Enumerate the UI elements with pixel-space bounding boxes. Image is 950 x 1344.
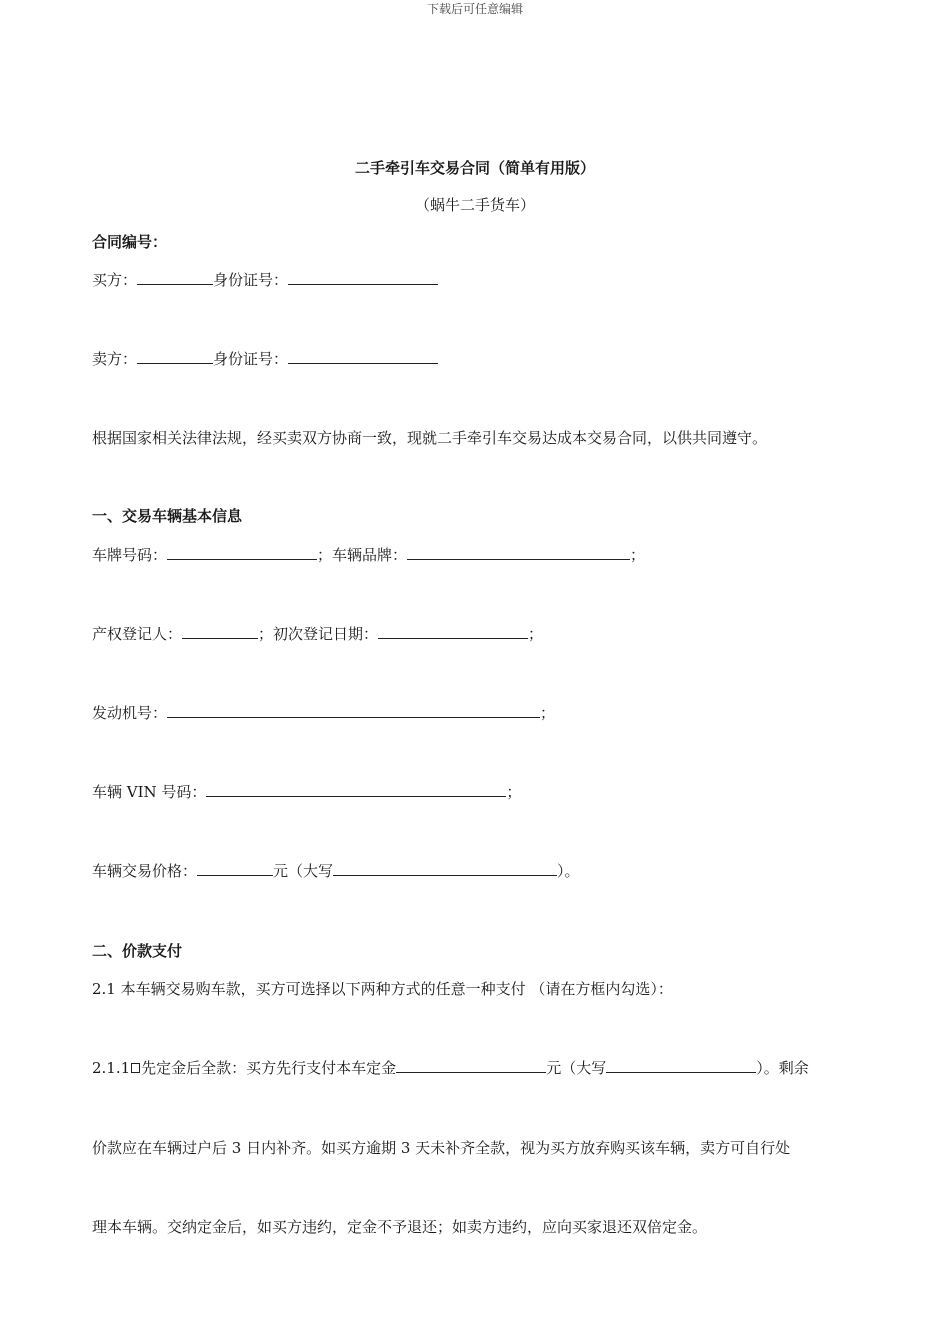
plate-brand-end: ； bbox=[630, 546, 646, 564]
option-checkbox[interactable] bbox=[131, 1063, 140, 1073]
seller-id-blank[interactable] bbox=[288, 349, 438, 364]
buyer-line bbox=[92, 270, 438, 290]
buyer-name-blank[interactable] bbox=[137, 270, 213, 285]
owner-date-end: ； bbox=[528, 625, 544, 643]
contract-number-label: 合同编号： bbox=[92, 233, 168, 251]
vin-label: 车辆 VIN 号码： bbox=[92, 783, 207, 801]
clause-2-1: 2.1 本车辆交易购车款，买方可选择以下两种方式的任意一种支付 （请在方框内勾选）： bbox=[92, 980, 673, 998]
seller-id-label: 身份证号： bbox=[213, 350, 289, 368]
preamble: 根据国家相关法律法规，经买卖双方协商一致，现就二手牵引车交易达成本交易合同，以供共同遵守。 bbox=[92, 429, 768, 447]
section2-heading: 二、价款支付 bbox=[92, 942, 183, 960]
seller-name-blank[interactable] bbox=[137, 349, 213, 364]
price-words-blank[interactable] bbox=[333, 861, 557, 876]
vin-blank[interactable] bbox=[206, 782, 506, 797]
buyer-label: 买方： bbox=[92, 271, 138, 289]
owner-label: 产权登记人： bbox=[92, 625, 183, 643]
seller-line bbox=[92, 349, 438, 369]
owner-date-line bbox=[92, 624, 543, 644]
clause-2-1-1-text-b: 元（大写 bbox=[546, 1059, 607, 1077]
clause-2-1-1-line2: 价款应在车辆过户后 3 日内补齐。如买方逾期 3 天未补齐全款，视为买方放弃购买该车辆，卖方可自行处 bbox=[92, 1139, 791, 1157]
brand-blank[interactable] bbox=[407, 545, 630, 560]
clause-2-1-1-number: 2.1.1 bbox=[92, 1059, 131, 1077]
plate-label: 车牌号码： bbox=[92, 546, 168, 564]
first-reg-label: ；初次登记日期： bbox=[258, 625, 379, 643]
document-subtitle: （蜗牛二手货车） bbox=[414, 196, 535, 214]
clause-2-1-1-line3: 理本车辆。交纳定金后，如买方违约，定金不予退还；如卖方违约，应向买家退还双倍定金。 bbox=[92, 1218, 708, 1236]
price-line bbox=[92, 861, 580, 881]
header-note: 下载后可任意编辑 bbox=[426, 2, 523, 16]
deposit-words-blank[interactable] bbox=[606, 1058, 756, 1073]
engine-blank[interactable] bbox=[167, 703, 540, 718]
vin-line bbox=[92, 782, 521, 802]
engine-label: 发动机号： bbox=[92, 704, 168, 722]
price-label: 车辆交易价格： bbox=[92, 862, 198, 880]
plate-blank[interactable] bbox=[167, 545, 317, 560]
clause-2-1-1-line1 bbox=[92, 1058, 809, 1078]
document-title: 二手牵引车交易合同（简单有用版） bbox=[354, 159, 595, 177]
price-unit: 元（大写 bbox=[273, 862, 334, 880]
engine-line bbox=[92, 703, 555, 723]
buyer-id-blank[interactable] bbox=[288, 270, 438, 285]
section1-heading: 一、交易车辆基本信息 bbox=[92, 507, 243, 525]
deposit-blank[interactable] bbox=[396, 1058, 546, 1073]
owner-blank[interactable] bbox=[182, 624, 258, 639]
seller-label: 卖方： bbox=[92, 350, 138, 368]
engine-end: ； bbox=[540, 704, 556, 722]
clause-2-1-1-text-a: 先定金后全款：买方先行支付本车定金 bbox=[141, 1059, 397, 1077]
buyer-id-label: 身份证号： bbox=[213, 271, 289, 289]
price-close: ）。 bbox=[557, 862, 580, 880]
price-blank[interactable] bbox=[197, 861, 273, 876]
plate-brand-line bbox=[92, 545, 645, 565]
vin-end: ； bbox=[506, 783, 522, 801]
brand-label: ；车辆品牌： bbox=[317, 546, 408, 564]
first-reg-blank[interactable] bbox=[378, 624, 528, 639]
clause-2-1-1-text-c: ）。剩余 bbox=[756, 1059, 809, 1077]
